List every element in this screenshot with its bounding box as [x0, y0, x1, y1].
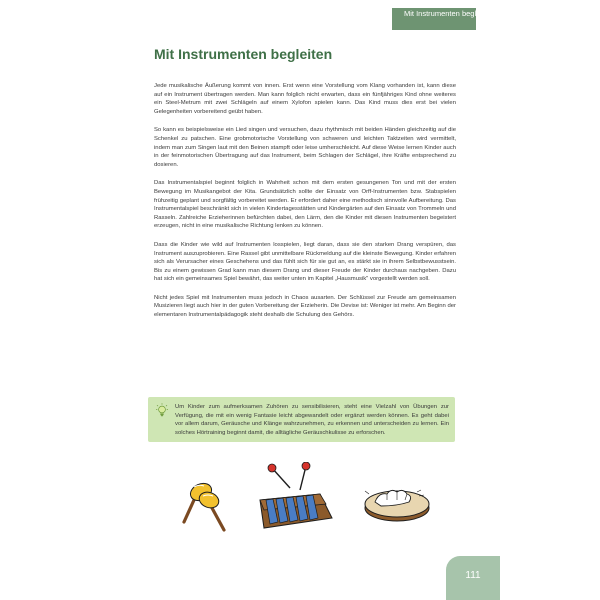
paragraph: Das Instrumentalspiel beginnt folglich in Wahrheit schon mit dem ersten gesungenen Ton und mit der ersten Bewegung im Musikangebot der Kita. Grundsätzlich sollte der Einsatz von Orff-Instrumenten bzw. Stabspielen frühzeitig geplant und sorgfältig vorbereitet werden. Er erfordert daher eine methodisch sinnvolle Aufbereitung. Das Instrumentalspiel beschränkt sich in vielen Kindertagesstätten und Kindergärten auf den Einsatz von Trommeln und Rasseln. Zahlreiche Erzieherinnen befürchten dabei, den Lärm, den die Kinder mit diesen Instrumenten begeistert erzeugen, nicht in eine musikalische Richtung lenken zu können.: [154, 180, 456, 230]
paragraph: So kann es beispielsweise ein Lied singen und versuchen, dazu rhythmisch mit beiden Händen gleichzeitig auf die Schenkel zu patschen. Eine grobmotorische Vorstellung von schweren und leichten Taktzeiten wird vermittelt, indem man zum Singen laut mit den Beinen stampft oder leise umherschleicht. Auf diese Weise lernen Kinder auch in der feinmotorischen Übertragung auf das Instrument, beim Schlagen der Schlägel, ihre Kräfte entsprechend zu dosieren.: [154, 127, 456, 168]
paragraph: Dass die Kinder wie wild auf Instrumenten losspielen, liegt daran, dass sie den starken Drang verspüren, das Instrument auszuprobieren. Eine Rassel gibt unmittelbare Rückmeldung auf die kleinste Bewegung. Kinder erfahren sich als Verursacher eines Geschehens und das fühlt sich für sie gut an, es stärkt sie in ihrem Selbstbewusstsein. Bis zu einem gewissen Grad kann man diesem Drang und dieser Freude der Kinder durchaus nachgeben. Dazu hat sich ein gemeinsames Spiel bewährt, das weiter unten im Kapitel „Hausmusik" vorgestellt werden soll.: [154, 241, 456, 283]
hand-drum-icon: [357, 478, 443, 528]
xylophone-icon: [250, 462, 336, 534]
lightbulb-icon: [156, 403, 168, 417]
tip-box: [148, 397, 455, 442]
running-head: Mit Instrumenten begleiten: [404, 9, 493, 18]
page-title: Mit Instrumenten begleiten: [154, 46, 333, 62]
page-number: 111: [465, 570, 481, 581]
body-text: [154, 82, 456, 330]
tip-text: Um Kinder zum aufmerksamen Zuhören zu sensibilisieren, steht eine Vielzahl von Übungen zur Verfügung, die mit ein wenig Fantasie leicht abgewandelt oder ergänzt werden können. Es geht dabei vor allem darum, Geräusche und Klänge wahrzunehmen, zu erkennen und unterscheiden zu lernen. Ein solches Hörtraining beginnt damit, die alltägliche Geräuschkulisse zu erforschen.: [175, 404, 449, 436]
paragraph: Jede musikalische Äußerung kommt von innen. Erst wenn eine Vorstellung vom Klang vorhanden ist, kann diese auf ein Instrument übertragen werden. Man kann folglich nicht erwarten, dass ein fünfjähriges Kind ohne weiteres ein Steel-Metrum mit zwei Schlägeln auf einem Xylofon spielen kann. Das Kind muss dies erst bei vielen Gelegenheiten vorbereitend geübt haben.: [154, 83, 456, 115]
paragraph: Nicht jedes Spiel mit Instrumenten muss jedoch in Chaos ausarten. Der Schlüssel zur Freude am gemeinsamen Musizieren liegt auch hier in der guten Vorbereitung der Erzieherin. Die Devise ist: Weniger ist mehr. Am Beginn der elementaren Instrumentalpädagogik steht deshalb die Schulung des Gehörs.: [154, 294, 456, 319]
maracas-icon: [158, 478, 240, 538]
